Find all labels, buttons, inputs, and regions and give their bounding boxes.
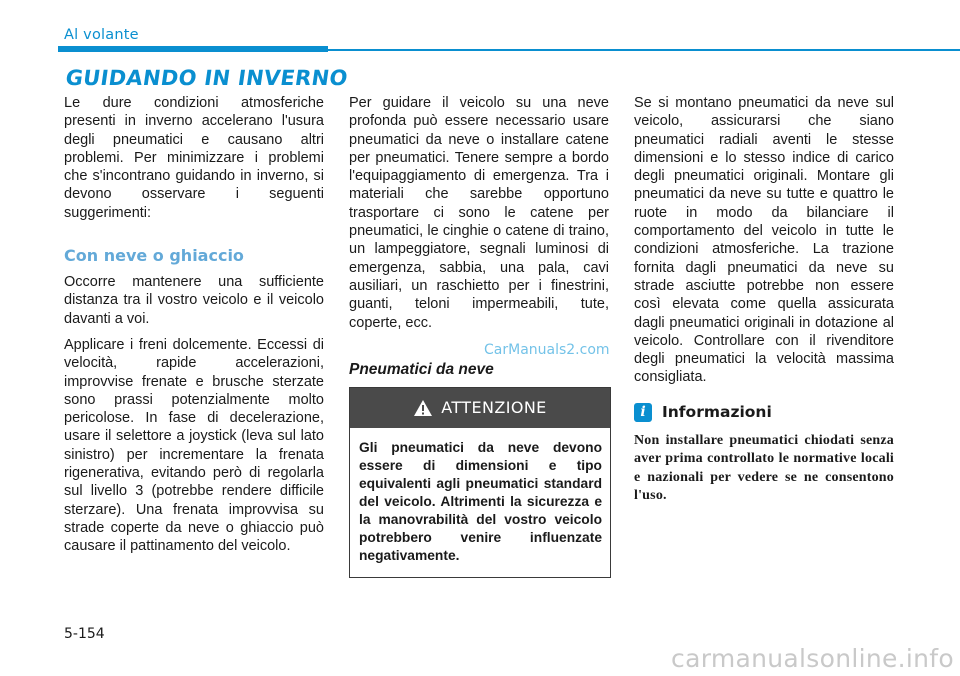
- snow-tire-fitting-paragraph: Se si montano pneumatici da neve sul veicolo, assicurarsi che siano pneumatici radiali aventi le stesse dimensioni e lo stesso indice di carico degli pneumatici originali. Montare gli pneumatici da neve su tutte e quattro le ruote in modo da bilanciare il comportamento del veicolo in tutte le condizioni atmosferiche. La trazione fornita dagli pneumatici da neve su strade asciutte potrebbe non essere così elevata come quella assicurata dagli pneumatici originali in dotazione al veicolo. Controllare con il rivenditore degli pneumatici la velocità massima consigliata.: [634, 95, 894, 386]
- warning-title: ATTENZIONE: [441, 398, 547, 418]
- warning-box: [349, 387, 611, 578]
- deep-snow-paragraph: Per guidare il veicolo su una neve profonda può essere necessario usare pneumatici da neve o installare catene per pneumatici. Tenere sempre a bordo l'equipaggiamento di emergenza. Tra i materiali che sarebbe opportuno trasportare ci sono le catene per pneumatici, le cinghie o catene di traino, un lampeggiatore, segnali luminosi di emergenza, sabbia, una pala, cavi ausiliari, un raschietto per i finestrini, guanti, teloni impermeabili, tute, coperte, ecc.: [349, 95, 609, 331]
- section-header: Al volante: [64, 27, 139, 43]
- warning-header: [350, 388, 610, 428]
- column-middle: [349, 94, 609, 578]
- snow-tires-heading: Pneumatici da neve: [349, 360, 494, 378]
- header-accent-bar: [58, 46, 328, 52]
- warning-text: Gli pneumatici da neve devono essere di dimensioni e tipo equivalenti agli pneumatici standard del veicolo. Altrimenti la sicurezza e la manovrabilità del vostro veicolo potrebbero venire influenzate negativamente.: [359, 439, 602, 563]
- column-right: [634, 94, 894, 506]
- info-title: Informazioni: [662, 403, 772, 422]
- page-title: GUIDANDO IN INVERNO: [64, 66, 350, 90]
- info-text: Non installare pneumatici chiodati senza aver prima controllato le normative locali e nazionali per vedere se ne consentono l'uso.: [634, 432, 894, 504]
- watermark: CarManuals2.com: [484, 342, 610, 358]
- column-left: [64, 94, 324, 564]
- info-header: [634, 403, 894, 422]
- intro-paragraph: Le dure condizioni atmosferiche presenti in inverno accelerano l'usura degli pneumatici e causano altri problemi. Per minimizzare i problemi che s'incontrano guidando in inverno, si devono osservare i seguenti suggerimenti:: [64, 95, 324, 221]
- distance-paragraph: Occorre mantenere una sufficiente distanza tra il vostro veicolo e il veicolo davanti a voi.: [64, 274, 324, 327]
- braking-paragraph: Applicare i freni dolcemente. Eccessi di velocità, rapide accelerazioni, improvvise frenate e brusche sterzate sono prassi potenzialmente molto pericolose. In fase di decelerazione, usare il selettore a joystick (leva sul lato sinistro) per incrementare la frenata rigenerativa, evitando però di regolarla sul livello 3 (potrebbe rendere difficile sterzare). Una frenata improvvisa su strade coperte da neve o ghiaccio può causare il pattinamento del veicolo.: [64, 336, 324, 555]
- page-number: 5-154: [64, 626, 105, 642]
- footer-watermark: carmanualsonline.info: [671, 644, 954, 673]
- header-rule: [328, 49, 960, 51]
- snow-ice-heading: Con neve o ghiaccio: [64, 246, 244, 266]
- warning-triangle-icon: [413, 399, 433, 417]
- info-icon: i: [634, 403, 652, 422]
